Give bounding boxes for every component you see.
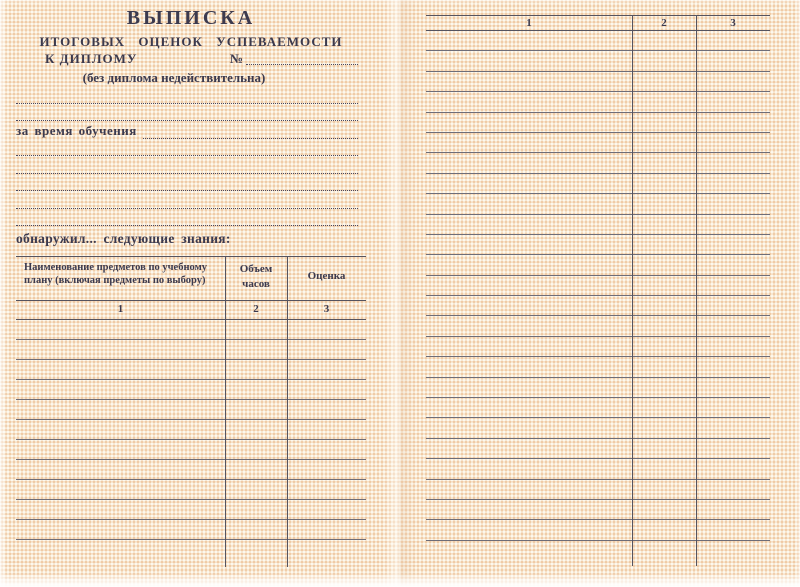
column-number-3: 3 [730,17,736,29]
table-empty-row [426,439,770,459]
column-divider [632,16,633,566]
table-empty-row [16,380,366,400]
table-empty-row [426,357,770,377]
blank-dotted-line [16,139,358,157]
subjects-table-right [426,15,770,566]
table-empty-row [426,316,770,336]
table-empty-row [16,500,366,520]
column-number-2: 2 [661,17,667,29]
table-empty-row [426,174,770,194]
page-subtitle: ИТОГОВЫХ ОЦЕНОК УСПЕВАЕМОСТИ [39,34,343,49]
table-empty-row [426,500,770,520]
table-empty-row [426,153,770,173]
table-body [426,31,770,541]
table-empty-row [16,440,366,460]
table-empty-row [426,31,770,51]
column-number-2: 2 [253,303,259,315]
subjects-table-left [16,256,366,567]
table-empty-row [16,460,366,480]
table-empty-row [426,255,770,275]
col-header-grade: Оценка [307,270,346,282]
column-divider [287,257,288,567]
col-header-hours-line2: часов [242,278,270,290]
page-title: ВЫПИСКА [126,7,256,29]
table-empty-row [426,480,770,500]
table-empty-row [426,296,770,316]
column-number-row [426,16,770,31]
table-empty-row [16,420,366,440]
col-header-hours-line1: Объем [239,263,273,275]
training-period-blank [143,138,358,139]
table-empty-row [16,320,366,340]
table-header-row [16,257,366,301]
table-empty-row [426,459,770,479]
col-header-subjects: Наименование предметов по учебному плану (включая предметы по выбору) [24,262,207,286]
table-empty-row [426,51,770,71]
table-empty-row [426,418,770,438]
diploma-label: К ДИПЛОМУ [45,51,138,66]
diploma-number-line [16,51,364,68]
table-empty-row [16,340,366,360]
table-empty-row [16,480,366,500]
table-empty-row [426,133,770,153]
writing-lines-block [16,86,358,226]
table-empty-row [426,337,770,357]
page-right [400,0,800,587]
column-number-3: 3 [323,303,330,315]
table-empty-row [426,235,770,255]
table-empty-row [426,215,770,235]
column-number-row [16,301,366,320]
col-header-hours [225,257,287,300]
table-empty-row [16,400,366,420]
table-empty-row [426,194,770,214]
table-body [16,320,366,540]
table-empty-row [426,398,770,418]
table-empty-row [426,276,770,296]
table-empty-row [426,72,770,92]
blank-dotted-line [16,156,358,174]
numero-sign: № [230,51,245,66]
table-empty-row [16,360,366,380]
column-divider [696,16,697,566]
diploma-number-blank [246,64,358,65]
blank-dotted-line [16,209,358,227]
column-number-1: 1 [526,17,532,29]
table-empty-row [426,113,770,133]
diploma-number-field [230,51,358,67]
column-number-1: 1 [117,303,124,315]
blank-dotted-line [16,174,358,192]
training-period-line [16,121,358,139]
table-empty-row [16,520,366,540]
blank-dotted-line [16,86,358,104]
table-empty-row [426,378,770,398]
blank-dotted-line [16,191,358,209]
table-empty-row [426,92,770,112]
validity-note: (без диплома недействительна) [82,70,266,85]
knowledge-intro-label: обнаружил... следующие знания: [16,231,231,246]
column-divider [225,257,226,567]
table-empty-row [426,520,770,540]
training-period-label: за время обучения [16,122,137,138]
blank-dotted-line [16,104,358,122]
